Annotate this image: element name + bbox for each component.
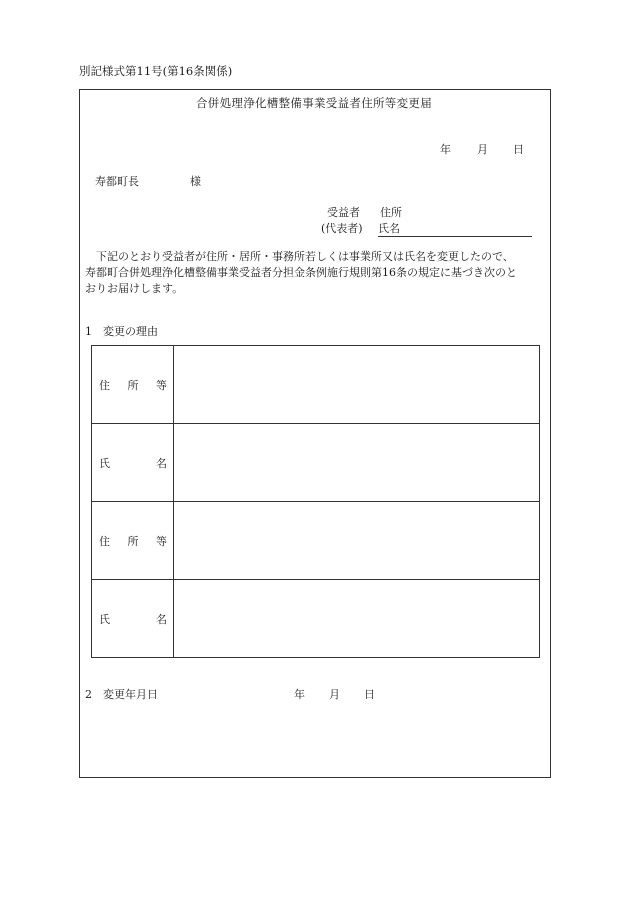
- table-row: [92, 424, 540, 502]
- recipient-address-label: 住所: [380, 206, 402, 219]
- representative-label: (代表者): [321, 222, 363, 235]
- label-char: 所: [127, 378, 139, 392]
- table-row: [92, 502, 540, 580]
- label-char: 等: [156, 378, 167, 392]
- address-input-cell[interactable]: [174, 502, 540, 580]
- body-line: 下記のとおり受益者が住所・居所・事務所若しくは事業所又は氏名を変更したので、: [96, 250, 514, 263]
- name-signature-line[interactable]: [378, 236, 532, 237]
- change-date-day-label: 日: [364, 688, 375, 701]
- row-label-address: [92, 502, 174, 580]
- recipient-label: 受益者: [327, 206, 360, 219]
- row-label-name: [92, 424, 174, 502]
- form-number-label: 別記様式第11号(第16条関係): [79, 64, 233, 78]
- body-line: 寿都町合併処理浄化槽整備事業受益者分担金条例施行規則第16条の規定に基づき次のと: [85, 266, 517, 279]
- section1-heading: 1 変更の理由: [85, 325, 158, 338]
- label-char: 氏: [99, 612, 110, 626]
- label-char: 住: [99, 534, 110, 548]
- change-date-month-label: 月: [329, 688, 340, 701]
- label-char: 名: [156, 456, 167, 470]
- label-char: 所: [127, 534, 139, 548]
- date-month-label: 月: [477, 143, 488, 156]
- body-paragraph: [85, 249, 547, 297]
- addressee: 寿都町長: [95, 175, 139, 188]
- section2-heading: 2 変更年月日: [85, 688, 158, 701]
- row-label-name: [92, 580, 174, 658]
- recipient-name-label: 氏名: [378, 222, 400, 235]
- table-row: [92, 580, 540, 658]
- honorific: 様: [190, 175, 201, 188]
- label-char: 等: [156, 534, 167, 548]
- name-input-cell[interactable]: [174, 424, 540, 502]
- label-char: 住: [99, 378, 110, 392]
- name-input-cell[interactable]: [174, 580, 540, 658]
- body-line: おりお届けします。: [85, 282, 184, 295]
- date-year-label: 年: [440, 143, 451, 156]
- change-date-year-label: 年: [294, 688, 305, 701]
- document-title: 合併処理浄化槽整備事業受益者住所等変更届: [196, 96, 432, 110]
- change-reason-table: [91, 345, 540, 658]
- label-char: 名: [156, 612, 167, 626]
- label-char: 氏: [99, 456, 110, 470]
- date-day-label: 日: [513, 143, 524, 156]
- address-input-cell[interactable]: [174, 346, 540, 424]
- table-row: [92, 346, 540, 424]
- row-label-address: [92, 346, 174, 424]
